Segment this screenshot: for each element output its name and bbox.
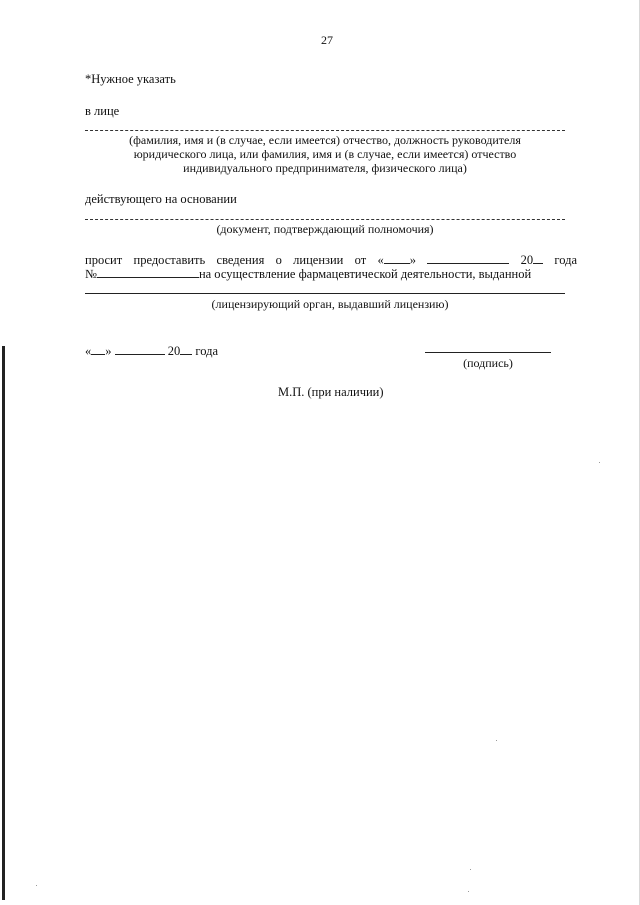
number-line-text: на осуществление фармацевтической деятельности, выданной [198, 267, 532, 281]
scan-noise-speck [496, 740, 497, 741]
year-suffix: года [195, 344, 218, 358]
scan-noise-speck [468, 891, 469, 892]
number-sign: № [85, 267, 97, 281]
license-year-blank [533, 252, 543, 264]
required-note: *Нужное указать [85, 72, 176, 86]
person-fill-line [85, 130, 565, 131]
license-body-caption: (лицензирующий орган, выдавший лицензию) [211, 297, 449, 311]
person-caption-line-2: юридического лица, или фамилия, имя и (в случае, если имеется) отчество [133, 147, 517, 161]
quote-close: » [105, 344, 112, 358]
license-number-blank [97, 266, 199, 278]
acting-basis-label: действующего на основании [85, 192, 237, 206]
scan-noise-speck [36, 885, 37, 886]
request-word-provide: предоставить [133, 253, 206, 267]
document-fill-line [85, 219, 565, 220]
scan-noise-speck [599, 462, 600, 463]
year-suffix: года [554, 253, 577, 267]
number-line [85, 266, 531, 282]
signature-date-line [85, 343, 218, 359]
request-word-asks: просит [85, 253, 123, 267]
date-day-blank [91, 343, 105, 355]
request-word-info: сведения [216, 253, 265, 267]
license-day-blank [384, 252, 410, 264]
person-caption [85, 133, 565, 175]
quote-open: « [377, 253, 384, 267]
request-word-license: лицензии [293, 253, 344, 267]
year-prefix: 20 [167, 344, 181, 358]
year-prefix: 20 [520, 253, 534, 267]
document-caption: (документ, подтверждающий полномочия) [216, 222, 434, 236]
scan-page-edge [2, 346, 5, 900]
license-body-fill-line [85, 293, 565, 294]
in-person-label: в лице [85, 104, 120, 118]
request-word-from: от [354, 253, 367, 267]
quote-open: « [85, 344, 92, 358]
person-caption-line-3: индивидуального предпринимателя, физического лица) [183, 161, 467, 175]
stamp-label: М.П. (при наличии) [278, 385, 384, 399]
signature-fill-line [425, 352, 551, 353]
signature-caption: (подпись) [463, 356, 513, 370]
license-month-blank [427, 252, 509, 264]
quote-close: » [409, 253, 416, 267]
scan-noise-speck [470, 869, 471, 870]
person-caption-line-1: (фамилия, имя и (в случае, если имеется) отчество, должность руководителя [129, 133, 521, 147]
page-number: 27 [321, 33, 333, 47]
request-word-about: о [275, 253, 282, 267]
date-year-blank [180, 343, 192, 355]
date-month-blank [115, 343, 165, 355]
